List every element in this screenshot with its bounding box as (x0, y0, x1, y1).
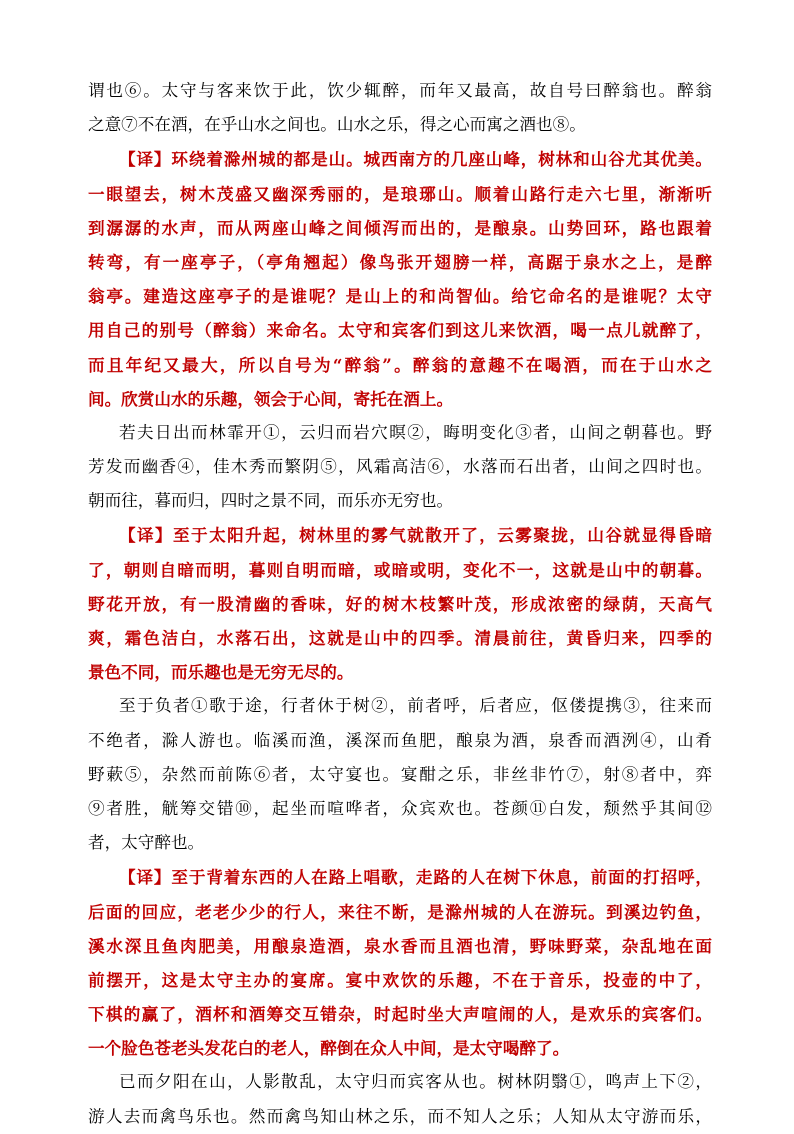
translation-line: 到潺潺的水声，而从两座山峰之间倾泻而出的，是酿泉。山势回环，路也跟着 (88, 217, 712, 238)
translation-line: 溪水深且鱼肉肥美，用酿泉造酒，泉水香而且酒也清，野味野菜，杂乱地在面 (88, 935, 712, 956)
text-line: 之意⑦不在酒，在乎山水之间也。山水之乐，得之心而寓之酒也⑧。 (88, 115, 586, 135)
translation-line: 野花开放，有一股清幽的香味，好的树木枝繁叶茂，形成浓密的绿荫，天高气 (88, 593, 712, 614)
text-line: 若夫日出而林霏开①，云归而岩穴暝②，晦明变化③者，山间之朝暮也。野 (119, 422, 712, 442)
translation-line: 景色不同，而乐趣也是无穷无尽的。 (88, 662, 354, 683)
translation-line: 一个脸色苍老头发花白的老人，醉倒在众人中间，是太守喝醉了。 (88, 1038, 570, 1059)
text-line: 野蔌⑤，杂然而前陈⑥者，太守宴也。宴酣之乐，非丝非竹⑦，射⑧者中，弈 (88, 764, 712, 784)
translation-line: 【译】至于背着东西的人在路上唱歌，走路的人在树下休息，前面的打招呼， (119, 867, 712, 888)
translation-line: 【译】至于太阳升起，树林里的雾气就散开了，云雾聚拢，山谷就显得昏暗 (119, 525, 712, 546)
translation-line: 用自己的别号（醉翁）来命名。太守和宾客们到这儿来饮酒，喝一点儿就醉了， (88, 320, 712, 341)
translation-line: 翁亭。建造这座亭子的是谁呢？是山上的和尚智仙。给它命名的是谁呢？太守 (88, 286, 712, 307)
translation-line: 间。欣赏山水的乐趣，领会于心间，寄托在酒上。 (88, 388, 454, 409)
text-line: 朝而往，暮而归，四时之景不同，而乐亦无穷也。 (88, 491, 454, 511)
text-line: 游人去而禽鸟乐也。然而禽鸟知山林之乐，而不知人之乐；人知从太守游而乐， (88, 1106, 712, 1126)
text-line: 芳发而幽香④，佳木秀而繁阴⑤，风霜高洁⑥，水落而石出者，山间之四时也。 (88, 457, 712, 477)
text-line: ⑨者胜，觥筹交错⑩，起坐而喧哗者，众宾欢也。苍颜⑪白发，颓然乎其间⑫ (88, 798, 712, 818)
translation-line: 转弯，有一座亭子，（亭角翘起）像鸟张开翅膀一样，高踞于泉水之上，是醉 (88, 251, 712, 272)
translation-line: 下棋的赢了，酒杯和酒筹交互错杂，时起时坐大声喧闹的人，是欢乐的宾客们。 (88, 1004, 712, 1025)
text-line: 谓也⑥。太守与客来饮于此，饮少辄醉，而年又最高，故自号曰醉翁也。醉翁 (88, 81, 712, 100)
translation-line: 爽，霜色洁白，水落石出，这就是山中的四季。清晨前往，黄昏归来，四季的 (88, 628, 712, 648)
text-line: 不绝者，滁人游也。临溪而渔，溪深而鱼肥，酿泉为酒，泉香而酒洌④，山肴 (88, 730, 712, 750)
document-body (88, 74, 712, 1134)
translation-line: 了，朝则自暗而明，暮则自明而暗，或暗或明，变化不一，这就是山中的朝暮。 (88, 559, 712, 580)
text-line: 至于负者①歌于途，行者休于树②，前者呼，后者应，伛偻提携③，往来而 (119, 696, 712, 716)
translation-line: 【译】环绕着滁州城的都是山。城西南方的几座山峰，树林和山谷尤其优美。 (119, 149, 712, 170)
translation-line: 前摆开，这是太守主办的宴席。宴中欢饮的乐趣，不在于音乐，投壶的中了， (88, 969, 712, 990)
translation-line: 后面的回应，老老少少的行人，来往不断，是滁州城的人在游玩。到溪边钓鱼， (88, 901, 712, 922)
translation-line: 一眼望去，树木茂盛又幽深秀丽的，是琅琊山。顺着山路行走六七里，渐渐听 (88, 183, 712, 204)
translation-line: 而且年纪又最大，所以自号为“醉翁”。醉翁的意趣不在喝酒，而在于山水之 (88, 354, 712, 375)
text-line: 者，太守醉也。 (88, 833, 205, 853)
text-line: 已而夕阳在山，人影散乱，太守归而宾客从也。树林阴翳①，鸣声上下②， (119, 1072, 712, 1092)
